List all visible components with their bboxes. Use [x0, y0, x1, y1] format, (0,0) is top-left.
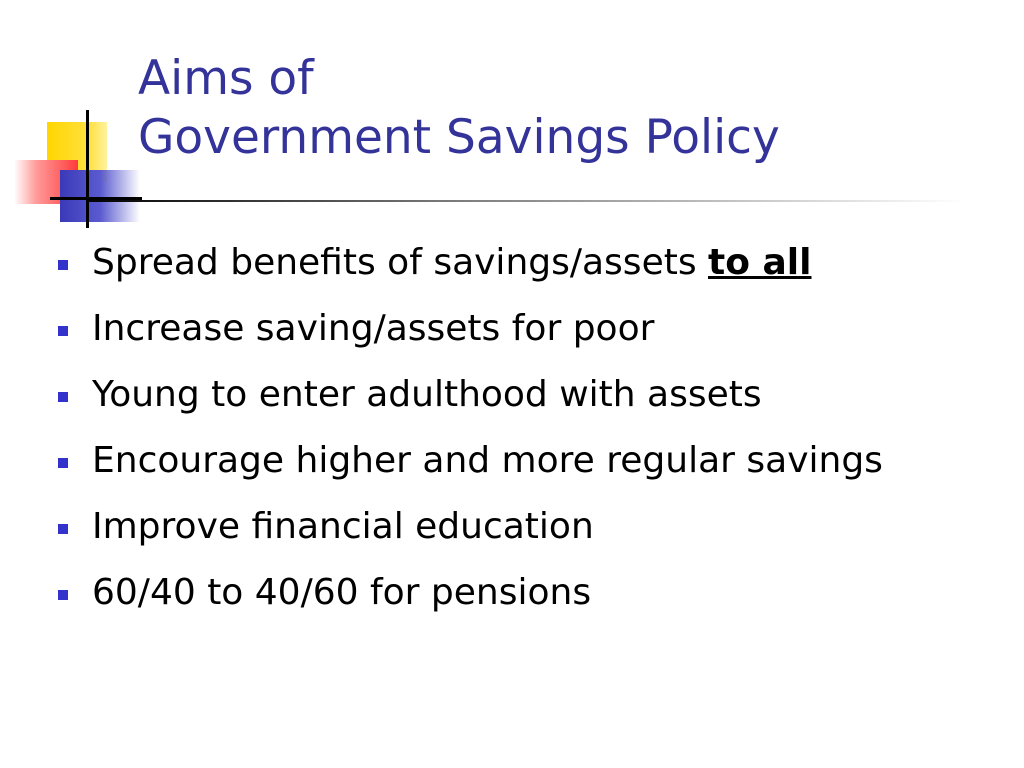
bullet-text: Encourage higher and more regular savings: [92, 440, 883, 481]
bullet-text-main: Spread benefits of savings/assets: [92, 242, 709, 283]
square-bullet-icon: [58, 260, 68, 270]
title-underline-rule: [86, 200, 966, 202]
bullet-text: Increase saving/assets for poor: [92, 308, 655, 349]
bullet-text: Young to enter adulthood with assets: [92, 374, 762, 415]
vertical-line: [86, 110, 89, 228]
bullet-text: [92, 236, 811, 290]
square-bullet-icon: [58, 524, 68, 534]
bullet-text: 60/40 to 40/60 for pensions: [92, 572, 592, 613]
decorative-squares-logo-icon: [0, 100, 160, 230]
slide-title: [138, 50, 780, 168]
slide-title-line-2: Government Savings Policy: [138, 109, 780, 165]
blue-square: [60, 170, 140, 222]
square-bullet-icon: [58, 392, 68, 402]
bullet-emphasis: to all: [708, 242, 812, 283]
slide-title-line-1: Aims of: [138, 51, 314, 106]
square-bullet-icon: [58, 458, 68, 468]
bullet-text: Improve financial education: [92, 506, 594, 547]
square-bullet-icon: [58, 590, 68, 600]
square-bullet-icon: [58, 326, 68, 336]
